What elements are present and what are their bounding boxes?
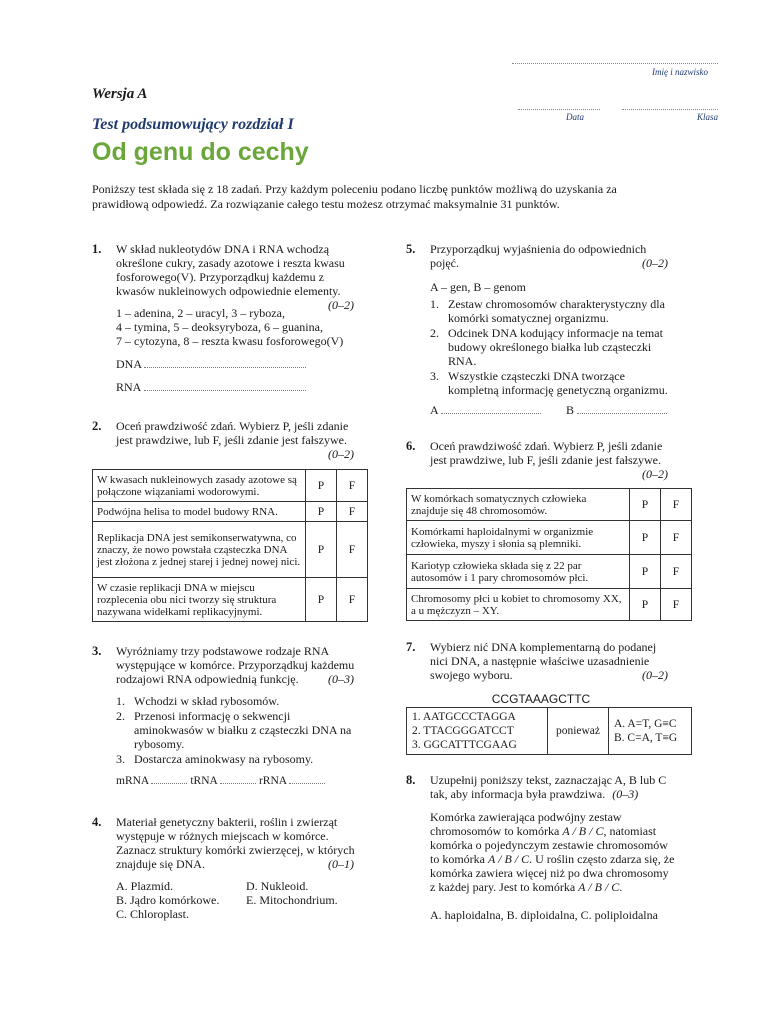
table-row	[93, 522, 368, 578]
table-row	[93, 578, 368, 622]
b-answer-blank[interactable]	[577, 412, 667, 414]
points-badge: (0–2)	[642, 467, 668, 481]
question-text: Przyporządkuj wyjaśnienia do odpowiednich pojęć. (0–2)	[430, 242, 668, 270]
question-text: Oceń prawdziwość zdań. Wybierz P, jeśli zdanie jest prawdziwe, lub F, jeśli zdanie jest fałszywe. (0–2)	[116, 419, 354, 461]
statement-cell: W komórkach somatycznych człowieka znajduje się 48 chromosomów.	[407, 489, 630, 521]
question-number: 3.	[92, 644, 102, 658]
reason-option-a[interactable]: A. A=T, G≡C	[614, 718, 677, 730]
rna-function-list	[116, 694, 362, 766]
statement-cell: Komórkami haploidalnymi w organizmie człowieka, myszy i słonia są plemniki.	[407, 521, 630, 555]
a-answer-blank[interactable]	[441, 412, 541, 414]
true-option[interactable]: P	[306, 470, 337, 502]
question-6	[406, 439, 676, 481]
true-option[interactable]: P	[306, 578, 337, 622]
choice-2[interactable]: A / B / C	[488, 852, 530, 866]
statement-cell: Podwójna helisa to model budowy RNA.	[93, 502, 306, 522]
true-option[interactable]: P	[306, 502, 337, 522]
date-label: Data	[566, 112, 584, 122]
true-false-table	[406, 488, 692, 621]
true-option[interactable]: P	[630, 555, 661, 589]
option-c[interactable]: C. Chloroplast.	[116, 907, 190, 921]
cell-type-options: A. haploidalna, B. diploidalna, C. poliploidalna	[430, 908, 658, 922]
false-option[interactable]: F	[661, 489, 692, 521]
question-5	[406, 242, 676, 417]
reason-options-cell	[609, 708, 692, 755]
points-badge: (0–2)	[328, 298, 354, 312]
question-1	[92, 242, 362, 394]
false-option[interactable]: F	[337, 502, 368, 522]
definition-list	[430, 297, 676, 397]
list-item: 1. Wchodzi w skład rybosomów.	[116, 694, 280, 708]
complementary-strand-table	[406, 707, 692, 755]
question-2	[92, 419, 362, 461]
dna-location-options	[116, 879, 362, 921]
true-option[interactable]: P	[630, 589, 661, 621]
table-row	[407, 521, 692, 555]
list-item: 3. Wszystkie cząsteczki DNA tworzące kompletną informację genetyczną organizmu.	[430, 369, 668, 397]
strand-option-2[interactable]: 2. TTACGGGATCCT	[412, 725, 514, 737]
choice-1[interactable]: A / B / C	[562, 824, 604, 838]
list-item: 3. Dostarcza aminokwasy na rybosomy.	[116, 752, 314, 766]
dna-answer-blank[interactable]	[144, 366, 306, 368]
table-row	[93, 502, 368, 522]
points-badge: (0–2)	[642, 256, 668, 270]
date-field-line[interactable]	[518, 108, 600, 110]
question-text: W skład nukleotydów DNA i RNA wchodzą określone cukry, zasady azotowe i reszta kwasu fosforowego(V). Przyporządkuj każdemu z kwasów nukleinowych odpowiednie elementy. (0–2)	[116, 242, 354, 312]
option-b[interactable]: B. Jądro komórkowe.	[116, 893, 220, 907]
rrna-answer-blank[interactable]	[289, 782, 325, 784]
true-option[interactable]: P	[306, 522, 337, 578]
list-item: 1. Zestaw chromosomów charakterystyczny dla komórki somatycznej organizmu.	[430, 297, 665, 325]
class-label: Klasa	[697, 112, 719, 122]
option-a[interactable]: A. Plazmid.	[116, 879, 173, 893]
table-row	[407, 589, 692, 621]
name-field-line[interactable]	[512, 62, 718, 64]
question-text: Materiał genetyczny bakterii, roślin i zwierząt występuje w różnych miejscach w komórce. Zaznacz struktury komórki zwierzęcej, w których znajduje się DNA. (0–1)	[116, 815, 355, 871]
test-title: Od genu do cechy	[92, 138, 309, 166]
because-cell: ponieważ	[548, 708, 609, 755]
statement-cell: Kariotyp człowieka składa się z 22 par autosomów i 1 pary chromosomów płci.	[407, 555, 630, 589]
points-badge: (0–3)	[328, 672, 354, 686]
question-text: Wybierz nić DNA komplementarną do podanej nici DNA, a następnie właściwe uzasadnienie swojego wyboru. (0–2)	[430, 640, 668, 682]
term-key: A – gen, B – genom	[430, 280, 526, 294]
question-number: 6.	[406, 439, 416, 453]
statement-cell: W czasie replikacji DNA w miejscu rozplecenia obu nici tworzy się struktura nazywana widełkami replikacyjnymi.	[93, 578, 306, 622]
table-row	[93, 470, 368, 502]
false-option[interactable]: F	[661, 589, 692, 621]
trna-answer-blank[interactable]	[220, 782, 256, 784]
name-label: Imię i nazwisko	[652, 67, 708, 77]
statement-cell: W kwasach nukleinowych zasady azotowe są połączone wiązaniami wodorowymi.	[93, 470, 306, 502]
points-badge: (0–2)	[642, 668, 668, 682]
fill-in-text: Komórka zawierająca podwójny zestaw chromosomów to komórka A / B / C, natomiast komórka o pojedynczym zestawie chromosomów to komórka A / B / C. U roślin często zdarza się, że komórka zawiera więcej niż po dwa chromosomy z każdej pary. Jest to komórka A / B / C.	[430, 810, 675, 894]
question-number: 5.	[406, 242, 416, 256]
rna-answer-blank[interactable]	[144, 389, 306, 391]
true-option[interactable]: P	[630, 521, 661, 555]
strand-option-3[interactable]: 3. GGCATTTCGAAG	[412, 739, 517, 751]
option-e[interactable]: E. Mitochondrium.	[246, 893, 338, 907]
table-row	[407, 708, 692, 755]
test-subtitle: Test podsumowujący rozdział I	[92, 116, 294, 133]
question-7	[406, 640, 676, 706]
question-number: 7.	[406, 640, 416, 654]
intro-paragraph: Poniższy test składa się z 18 zadań. Przy każdym poleceniu podano liczbę punktów możliwą do uzyskania za prawidłową odpowiedź. Za rozwiązanie całego testu możesz otrzymać maksymalnie 31 punktów.	[92, 182, 617, 211]
question-number: 1.	[92, 242, 102, 256]
dna-answer-row: DNA	[116, 357, 362, 371]
points-badge: (0–3)	[612, 787, 639, 801]
term-answer-row: A B	[430, 403, 676, 417]
false-option[interactable]: F	[337, 522, 368, 578]
list-item: 2. Przenosi informację o sekwencji aminokwasów w białku z cząsteczki DNA na rybosomy.	[116, 709, 352, 751]
rna-answer-row: mRNA tRNA rRNA	[116, 774, 362, 788]
question-text: Wyróżniamy trzy podstawowe rodzaje RNA występujące w komórce. Przyporządkuj każdemu rodzajowi RNA odpowiednią funkcję. (0–3)	[116, 644, 355, 686]
choice-3[interactable]: A / B / C	[578, 880, 620, 894]
question-text: Uzupełnij poniższy tekst, zaznaczając A, B lub C tak, aby informacja była prawdziwa. (0–3)	[430, 773, 667, 801]
rna-answer-row: RNA	[116, 380, 362, 394]
false-option[interactable]: F	[661, 555, 692, 589]
statement-cell: Replikacja DNA jest semikonserwatywna, co znaczy, że nowo powstała cząsteczka DNA jest złożona z jednej starej i jednej nowej nici.	[93, 522, 306, 578]
version-label: Wersja A	[92, 86, 148, 102]
false-option[interactable]: F	[661, 521, 692, 555]
question-3	[92, 644, 362, 788]
question-number: 4.	[92, 815, 102, 829]
reason-option-b[interactable]: B. C=A, T≡G	[614, 732, 678, 744]
element-key: 1 – adenina, 2 – uracyl, 3 – ryboza, 4 – tymina, 5 – deoksyryboza, 6 – guanina, 7 – cytozyna, 8 – reszta kwasu fosforowego(V)	[116, 306, 344, 348]
table-row	[407, 555, 692, 589]
question-number: 8.	[406, 773, 416, 787]
true-false-table	[92, 469, 368, 622]
statement-cell: Chromosomy płci u kobiet to chromosomy XX, a u mężczyzn – XY.	[407, 589, 630, 621]
class-field-line[interactable]	[622, 108, 718, 110]
table-row	[407, 489, 692, 521]
list-item: 2. Odcinek DNA kodujący informacje na temat budowy określonego białka lub cząsteczki RNA.	[430, 326, 663, 368]
question-text: Oceń prawdziwość zdań. Wybierz P, jeśli zdanie jest prawdziwe, lub F, jeśli zdanie jest fałszywe. (0–2)	[430, 439, 668, 481]
question-4	[92, 815, 362, 921]
strand-options-cell	[407, 708, 548, 755]
false-option[interactable]: F	[337, 578, 368, 622]
option-d[interactable]: D. Nukleoid.	[246, 879, 309, 893]
question-8	[406, 773, 676, 922]
question-number: 2.	[92, 419, 102, 433]
true-option[interactable]: P	[630, 489, 661, 521]
mrna-answer-blank[interactable]	[151, 782, 187, 784]
points-badge: (0–2)	[328, 447, 354, 461]
strand-option-1[interactable]: 1. AATGCCCTAGGA	[412, 711, 516, 723]
points-badge: (0–1)	[328, 857, 354, 871]
dna-sequence: CCGTAAAGCTTC	[491, 692, 591, 706]
false-option[interactable]: F	[337, 470, 368, 502]
